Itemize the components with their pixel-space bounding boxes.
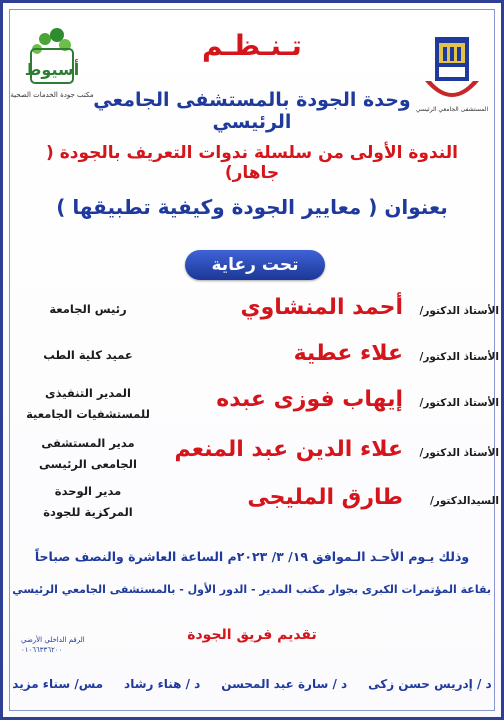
team-member: د / إدريس حسن زكى xyxy=(368,677,492,691)
quality-office-logo xyxy=(10,25,94,115)
sponsor-role xyxy=(23,383,153,425)
sponsor-name: إيهاب فوزى عبده xyxy=(216,387,403,412)
sponsor-role-line: المركزية للجودة xyxy=(43,505,133,519)
team-member: د / هناء رشاد xyxy=(124,677,201,691)
team-list xyxy=(11,677,493,691)
sponsor-row xyxy=(3,481,504,525)
contact-phone: ٠١٠٦٦٣٣٦٢٠٠ xyxy=(21,646,63,654)
sponsorship-badge: تحت رعاية xyxy=(185,250,325,280)
organizer-unit: وحدة الجودة بالمستشفى الجامعي الرئيسي xyxy=(93,89,411,133)
contact-label: الرقم الداخلي الأرضي xyxy=(21,636,85,644)
sponsor-role xyxy=(23,433,153,475)
sponsor-prefix: الأستاذ الدكتور/ xyxy=(419,447,499,459)
sponsor-role xyxy=(23,345,153,366)
sponsor-role-line: مدير الوحدة xyxy=(54,484,122,498)
team-member: مس/ سناء مزيد xyxy=(12,677,104,691)
hospital-logo xyxy=(415,29,489,115)
organizes-heading: تـنـظـم xyxy=(202,29,302,62)
sponsor-role-line: للمستشفيات الجامعية xyxy=(26,407,150,421)
sponsor-role xyxy=(23,481,153,523)
sponsor-row xyxy=(3,383,504,427)
presented-by: تقديم فريق الجودة xyxy=(187,627,317,643)
sponsor-role xyxy=(23,299,153,320)
sponsor-role-line: مدير المستشفى xyxy=(41,436,135,450)
sponsor-prefix: السيدالدكتور/ xyxy=(429,495,499,507)
sponsor-name: علاء عطية xyxy=(293,341,403,366)
team-member: د / سارة عبد المحسن xyxy=(221,677,348,691)
hospital-emblem-icon xyxy=(415,29,489,115)
sponsor-row xyxy=(3,433,504,477)
sponsor-role-line: الجامعى الرئيسى xyxy=(39,457,137,471)
sponsor-name: أحمد المنشاوي xyxy=(240,295,403,320)
sponsor-name: علاء الدين عبد المنعم xyxy=(174,437,403,462)
sponsor-row xyxy=(3,339,504,373)
sponsor-role-line: المدير التنفيذى xyxy=(45,386,131,400)
assiut-logo-text: أسيوط xyxy=(24,60,80,79)
sponsor-name: طارق المليجى xyxy=(247,485,403,510)
seminar-title: بعنوان ( معايير الجودة وكيفية تطبيقها ) xyxy=(56,195,448,219)
sponsor-prefix: الأستاذ الدكتور/ xyxy=(419,351,499,363)
sponsor-role-line: رئيس الجامعة xyxy=(49,302,127,316)
sponsor-prefix: الأستاذ الدكتور/ xyxy=(419,397,499,409)
logo-caption-right: المستشفى الجامعي الرئيسي xyxy=(415,106,489,113)
seminar-line: الندوة الأولى من سلسلة ندوات التعريف بالجودة ( جاهار) xyxy=(46,143,458,183)
event-venue: بقاعة المؤتمرات الكبرى بجوار مكتب المدير - الدور الأول - بالمستشفى الجامعي الرئيسي xyxy=(12,583,491,596)
sponsor-prefix: الأستاذ الدكتور/ xyxy=(419,305,499,317)
event-date: وذلك يـوم الأحـد الـموافق ١٩/ ٣/ ٢٠٢٣م الساعة العاشرة والنصف صباحاً xyxy=(34,549,470,564)
contact-info xyxy=(21,635,93,655)
logo-caption-left: مكتب جودة الخدمات الصحية xyxy=(10,91,94,99)
sponsor-row xyxy=(3,293,504,327)
tree-icon xyxy=(10,25,94,115)
sponsor-role-line: عميد كلية الطب xyxy=(43,348,133,362)
